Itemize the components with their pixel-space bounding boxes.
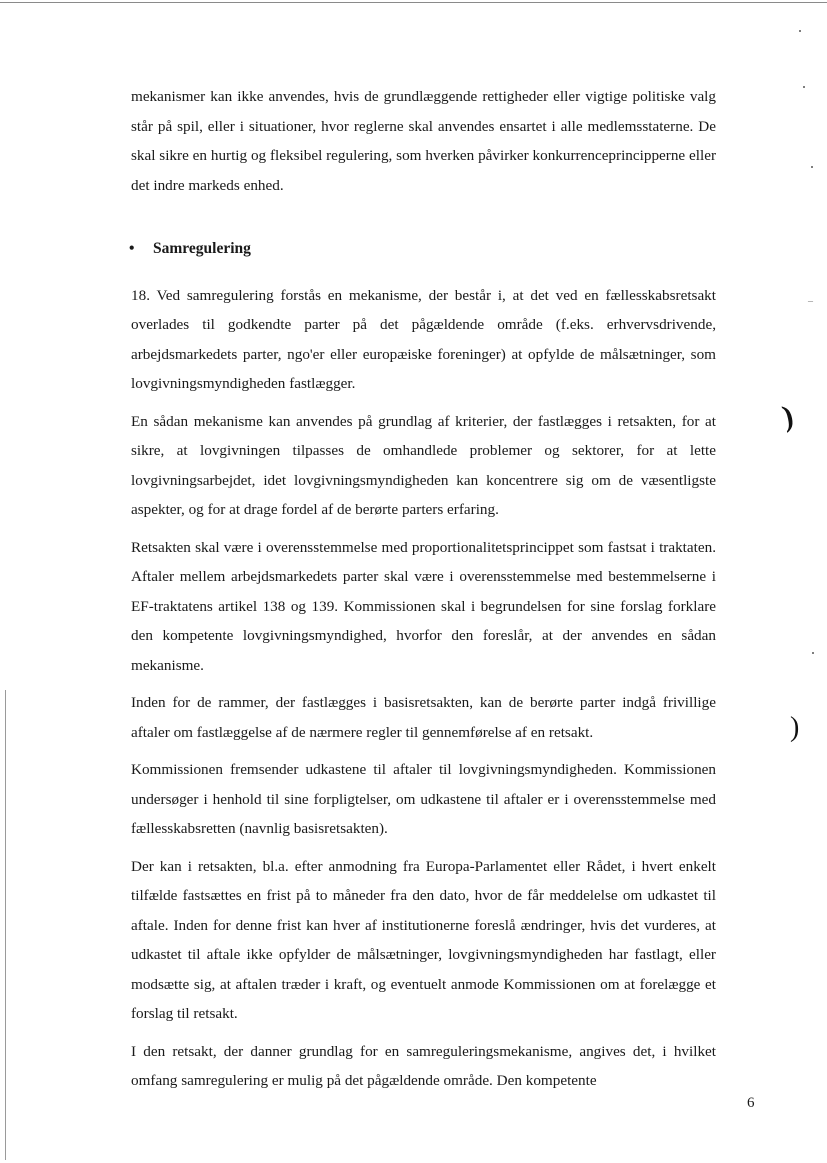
paragraph-criteria: En sådan mekanisme kan anvendes på grundlag af kriterier, der fastlægges i retsakten, for at sikre, at lovgivningen tilpasses de omhandlede problemer og sektorer, for at lette lovgivningsarbejdet, idet lovgivningsmyndigheden kan koncentrere sig om de væsentligste aspekter, og for at drage fordel af de berørte parters erfaring. xyxy=(131,412,716,518)
bullet-icon: • xyxy=(129,240,135,257)
paragraph-voluntary-agreements: Inden for de rammer, der fastlægges i basisretsakten, kan de berørte parter indgå frivillige aftaler om fastlæggelse af de nærmere regler til gennemførelse af en retsakt. xyxy=(131,694,716,741)
page-number: 6 xyxy=(747,1095,755,1111)
section-heading xyxy=(131,234,716,264)
paragraph-commission-drafts: Kommissionen fremsender udkastene til aftaler til lovgivningsmyndigheden. Kommissionen undersøger i henhold til sine forpligtelser, om udkastene til aftaler er i overensstemmelse med fællesskabsretten (navnlig basisretsakten). xyxy=(131,761,716,837)
scan-dot xyxy=(803,86,805,88)
scan-dot xyxy=(799,30,801,32)
scan-dot xyxy=(812,652,814,654)
paragraph-18: 18. Ved samregulering forstås en mekanisme, der består i, at det ved en fællesskabsretsakt overlades til godkendte parter på det pågældende område (f.eks. erhvervsdrivende, arbejdsmarkedets parter, ngo'er eller europæiske foreninger) at opfylde de målsætninger, som lovgivningsmyndigheden fastlægger. xyxy=(131,286,716,392)
scan-dot xyxy=(811,166,813,168)
document-body xyxy=(131,82,716,1104)
top-scan-rule xyxy=(0,2,827,3)
paragraph-scope: I den retsakt, der danner grundlag for en samreguleringsmekanisme, angives det, i hvilket omfang samregulering er mulig på det pågældende område. Den kompetente xyxy=(131,1042,716,1089)
paragraph-continuation: mekanismer kan ikke anvendes, hvis de grundlæggende rettigheder eller vigtige politiske valg står på spil, eller i situationer, hvor reglerne skal anvendes ensartet i alle medlemsstaterne. De skal sikre en hurtig og fleksibel regulering, som hverken påvirker konkurrenceprincipperne eller det indre markeds enhed. xyxy=(131,88,716,194)
margin-dash-mark: – xyxy=(808,296,813,307)
left-scan-rule xyxy=(5,690,6,1160)
paragraph-deadline: Der kan i retsakten, bl.a. efter anmodning fra Europa-Parlamentet eller Rådet, i hvert enkelt tilfælde fastsættes en frist på to måneder fra den dato, hvor de får meddelelse om udkastet til aftale. Inden for denne frist kan hver af institutionerne foreslå ændringer, hvis det vurderes, at udkastet til aftale ikke opfylder de målsætninger, lovgivningsmyndigheden har fastlagt, eller modsætte sig, at aftalen træder i kraft, og eventuelt anmode Kommissionen om at forelægge et forslag til retsakt. xyxy=(131,857,716,1022)
margin-paren-mark-2: ) xyxy=(790,712,800,743)
paragraph-proportionality: Retsakten skal være i overensstemmelse med proportionalitetsprincippet som fastsat i traktaten. Aftaler mellem arbejdsmarkedets parter skal være i overensstemmelse med bestemmelserne i EF-traktatens artikel 138 og 139. Kommissionen skal i begrundelsen for sine forslag forklare den kompetente lovgivningsmyndighed, hvorfor den foreslår, at der anvendes en sådan mekanisme. xyxy=(131,538,716,674)
section-heading-text: Samregulering xyxy=(153,240,251,257)
margin-paren-mark: ) xyxy=(779,399,797,434)
